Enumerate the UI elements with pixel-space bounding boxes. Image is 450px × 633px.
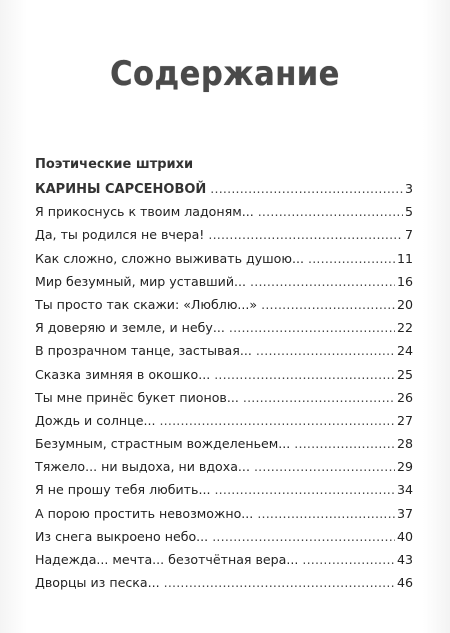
toc-entry-page: 20	[396, 296, 413, 312]
toc-leader-dots	[159, 409, 395, 432]
toc-entry-title: А порою простить невозможно...	[35, 505, 254, 521]
table-of-contents	[35, 153, 413, 594]
toc-entry-page: 46	[396, 575, 413, 591]
toc-entry	[35, 316, 413, 339]
toc-entry	[35, 502, 413, 525]
toc-leader-dots	[308, 247, 395, 270]
toc-leader-dots	[256, 339, 395, 362]
toc-entry-title: Мир безумный, мир уставший...	[35, 273, 247, 289]
toc-entry	[35, 455, 413, 478]
toc-entry	[35, 548, 413, 571]
toc-entry-title: Надежда... мечта... безотчётная вера...	[35, 552, 299, 567]
toc-entry	[35, 247, 413, 270]
toc-leader-dots	[261, 293, 395, 316]
toc-entry-page: 3	[404, 181, 413, 196]
toc-entry-title: Из снега выкроено небо...	[35, 528, 209, 544]
toc-entry	[35, 223, 413, 246]
toc-entry	[35, 478, 413, 501]
toc-leader-dots	[212, 525, 395, 548]
toc-entry-title: Ты мне принёс букет пионов...	[35, 389, 239, 405]
toc-entry-page: 40	[396, 528, 413, 544]
section-heading: Поэтические штрихи	[35, 157, 194, 172]
toc-leader-dots	[257, 502, 395, 525]
toc-entry	[35, 293, 413, 316]
toc-entry	[35, 339, 413, 362]
toc-leader-dots	[294, 432, 395, 455]
toc-entry	[35, 525, 413, 548]
toc-entry-page: 16	[396, 273, 413, 289]
toc-entry	[35, 177, 413, 200]
toc-leader-dots	[229, 316, 395, 339]
toc-entry-page: 7	[404, 227, 413, 243]
toc-entry-title: Безумным, страстным вожделеньем...	[35, 436, 291, 452]
toc-entry	[35, 363, 413, 386]
toc-entry-title: Я не прошу тебя любить...	[35, 482, 211, 498]
toc-entry-page: 43	[396, 552, 413, 567]
toc-entry-title: Я прикоснусь к твоим ладоням...	[35, 204, 254, 220]
toc-entry	[35, 432, 413, 455]
toc-leader-dots	[208, 223, 403, 246]
toc-entry	[35, 386, 413, 409]
toc-entry-page: 29	[396, 459, 413, 475]
toc-entry-page: 28	[396, 436, 413, 452]
toc-entry-page: 22	[396, 320, 413, 336]
toc-leader-dots	[164, 571, 395, 594]
toc-entry	[35, 200, 413, 223]
toc-entry-page: 27	[396, 412, 413, 428]
toc-entry-title: Ты просто так скажи: «Люблю...»	[35, 296, 258, 312]
toc-entry-page: 24	[396, 343, 413, 359]
toc-entry-page: 37	[396, 505, 413, 521]
toc-entry-page: 11	[396, 250, 413, 266]
toc-entry-page: 25	[396, 366, 413, 382]
toc-entry-title: КАРИНЫ САРСЕНОВОЙ	[35, 182, 207, 197]
toc-leader-dots	[258, 200, 403, 223]
toc-leader-dots	[250, 270, 395, 293]
toc-entry-title: Дождь и солнце...	[35, 412, 156, 428]
toc-leader-dots	[302, 548, 395, 571]
toc-entry-title: В прозрачном танце, застывая...	[35, 343, 252, 359]
toc-entry-title: Дворцы из песка...	[35, 575, 160, 591]
toc-entry-title: Да, ты родился не вчера!	[35, 227, 205, 243]
toc-entry-title: Как сложно, сложно выживать душою...	[35, 250, 305, 266]
toc-leader-dots	[243, 386, 395, 409]
toc-leader-dots	[214, 363, 395, 386]
toc-entry-page: 5	[404, 204, 413, 220]
toc-entry-page: 26	[396, 389, 413, 405]
toc-leader-dots	[214, 478, 395, 501]
toc-entry	[35, 270, 413, 293]
toc-entry-page: 34	[396, 482, 413, 498]
toc-entry	[35, 571, 413, 594]
toc-entry-title: Я доверяю и земле, и небу...	[35, 320, 225, 336]
toc-leader-dots	[254, 455, 395, 478]
toc-entry-title: Тяжело... ни выдоха, ни вдоха...	[35, 459, 250, 475]
toc-entry-title: Сказка зимняя в окошко...	[35, 366, 211, 382]
toc-entry	[35, 409, 413, 432]
toc-leader-dots	[210, 177, 403, 200]
page-title: Содержание	[110, 54, 340, 94]
